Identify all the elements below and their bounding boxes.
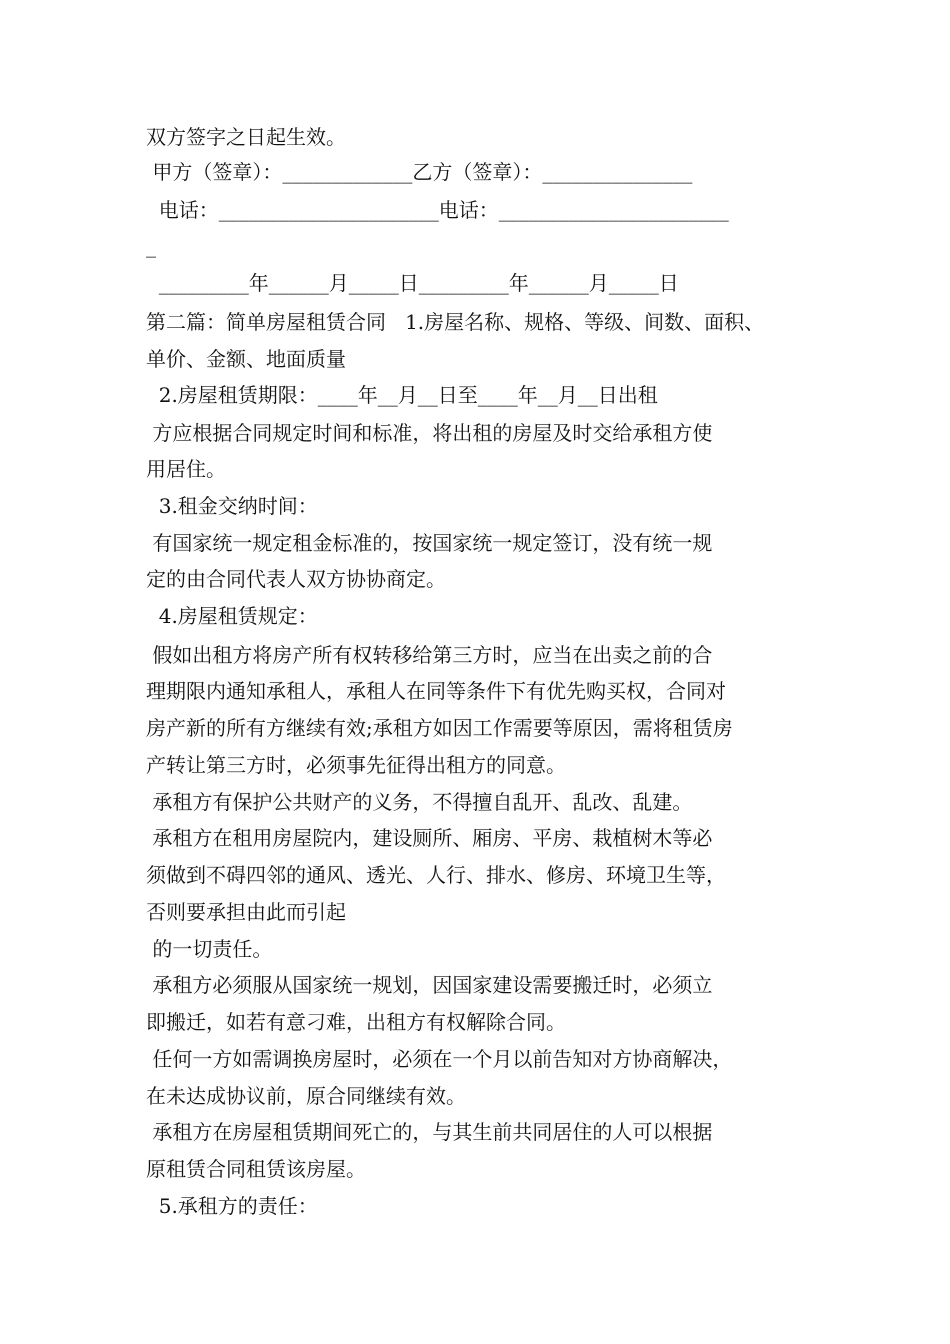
text-line: 假如出租方将房产所有权转移给第三方时，应当在出卖之前的合 (146, 643, 713, 667)
section-heading: 第二篇：简单房屋租赁合同 1.房屋名称、规格、等级、间数、面积、 (146, 310, 765, 334)
signature-line: 甲方（签章）：_____________乙方（签章）：_______________ (146, 160, 693, 184)
text-line: 产转让第三方时，必须事先征得出租方的同意。 (146, 753, 566, 777)
text-line: 即搬迁，如若有意刁难，出租方有权解除合同。 (146, 1010, 566, 1034)
text-line: 定的由合同代表人双方协协商定。 (146, 567, 446, 591)
text-line: 单价、金额、地面质量 (146, 347, 346, 371)
text-line: 用居住。 (146, 457, 226, 481)
text-line: 房产新的所有方继续有效;承租方如因工作需要等原因，需将租赁房 (146, 716, 733, 740)
text-line: 有国家统一规定租金标准的，按国家统一规定签订，没有统一规 (146, 531, 713, 555)
text-line: 承租方在房屋租赁期间死亡的，与其生前共同居住的人可以根据 (146, 1120, 713, 1144)
clause-heading: 5.承租方的责任： (146, 1194, 318, 1218)
text-line: 双方签字之日起生效。 (146, 125, 346, 149)
text-line: 否则要承担由此而引起 (146, 900, 346, 924)
text-line: 承租方在租用房屋院内，建设厕所、厢房、平房、栽植树木等必 (146, 826, 713, 850)
text-line: 任何一方如需调换房屋时，必须在一个月以前告知对方协商解决， (146, 1047, 733, 1071)
text-line: 原租赁合同租赁该房屋。 (146, 1157, 366, 1181)
text-line: _ (146, 234, 156, 258)
text-line: 方应根据合同规定时间和标准，将出租的房屋及时交给承租方使 (146, 421, 713, 445)
clause-heading: 2.房屋租赁期限：____年__月__日至____年__月__日出租 (146, 383, 658, 407)
clause-heading: 3.租金交纳时间： (146, 494, 318, 518)
clause-heading: 4.房屋租赁规定： (146, 604, 318, 628)
text-line: 须做到不碍四邻的通风、透光、人行、排水、修房、环境卫生等， (146, 863, 726, 887)
date-line: _________年______月_____日_________年______月_____日 (146, 271, 679, 295)
text-line: 的一切责任。 (146, 937, 273, 961)
text-line: 承租方必须服从国家统一规划，因国家建设需要搬迁时，必须立 (146, 973, 713, 997)
text-line: 承租方有保护公共财产的义务，不得擅自乱开、乱改、乱建。 (146, 790, 693, 814)
phone-line: 电话：______________________电话：_______________________ (146, 198, 729, 222)
text-line: 理期限内通知承租人，承租人在同等条件下有优先购买权，合同对 (146, 679, 726, 703)
text-line: 在未达成协议前，原合同继续有效。 (146, 1084, 466, 1108)
